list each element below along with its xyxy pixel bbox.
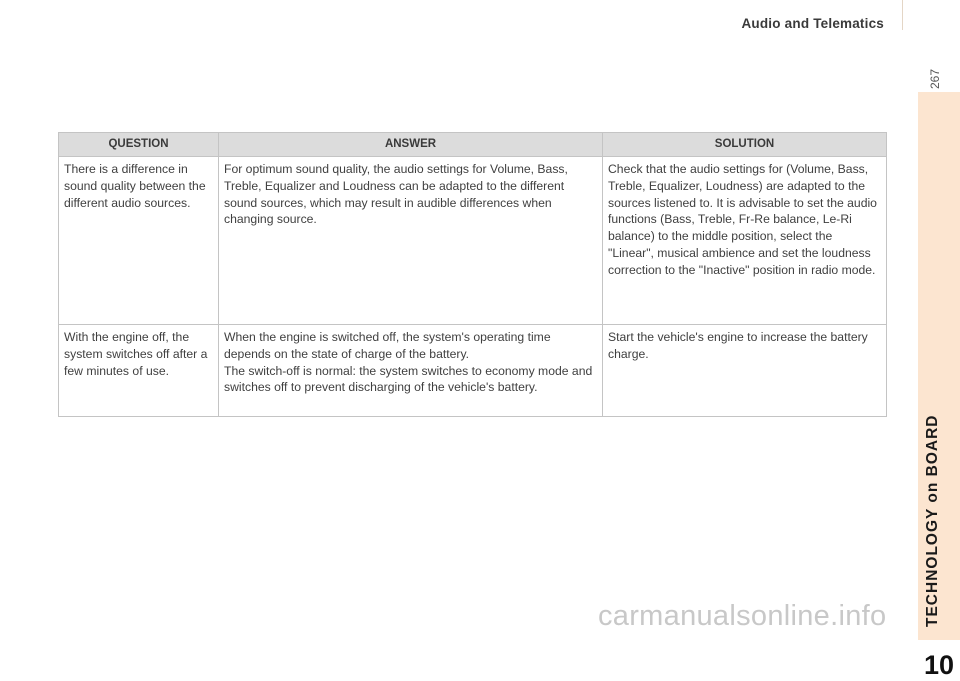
column-header-question: QUESTION <box>59 133 219 157</box>
table-row <box>59 157 887 325</box>
question-cell: With the engine off, the system switches off after a few minutes of use. <box>59 325 219 417</box>
page-number: 267 <box>928 68 942 90</box>
header-divider <box>902 0 903 30</box>
column-header-solution: SOLUTION <box>603 133 887 157</box>
answer-line: When the engine is switched off, the system's operating time depends on the state of charge of the battery. <box>224 330 551 361</box>
table-row <box>59 325 887 417</box>
answer-line: The switch-off is normal: the system switches to economy mode and switches off to prevent discharging of the vehicle's battery. <box>224 363 593 395</box>
answer-cell: For optimum sound quality, the audio settings for Volume, Bass, Treble, Equalizer and Loudness can be adapted to the different sound sources, which may result in audible differences when changing source. <box>219 157 603 325</box>
watermark: carmanualsonline.info <box>598 600 887 632</box>
chapter-number: 10 <box>923 650 955 680</box>
solution-cell: Start the vehicle's engine to increase the battery charge. <box>603 325 887 417</box>
column-header-answer: ANSWER <box>219 133 603 157</box>
chapter-side-tab <box>918 92 960 680</box>
table-header-row <box>59 133 887 157</box>
question-cell: There is a difference in sound quality between the different audio sources. <box>59 157 219 325</box>
solution-cell: Check that the audio settings for (Volume, Bass, Treble, Equalizer, Loudness) are adapted to the sources listened to. It is advisable to set the audio functions (Bass, Treble, Fr-Re balance, Le-Ri balance) to the middle position, select the "Linear", musical ambience and set the loudness correction to the "Inactive" position in radio mode. <box>603 157 887 325</box>
answer-cell <box>219 325 603 417</box>
chapter-label: TECHNOLOGY on BOARD <box>924 414 941 627</box>
troubleshooting-table <box>58 132 887 417</box>
section-title: Audio and Telematics <box>741 16 884 31</box>
